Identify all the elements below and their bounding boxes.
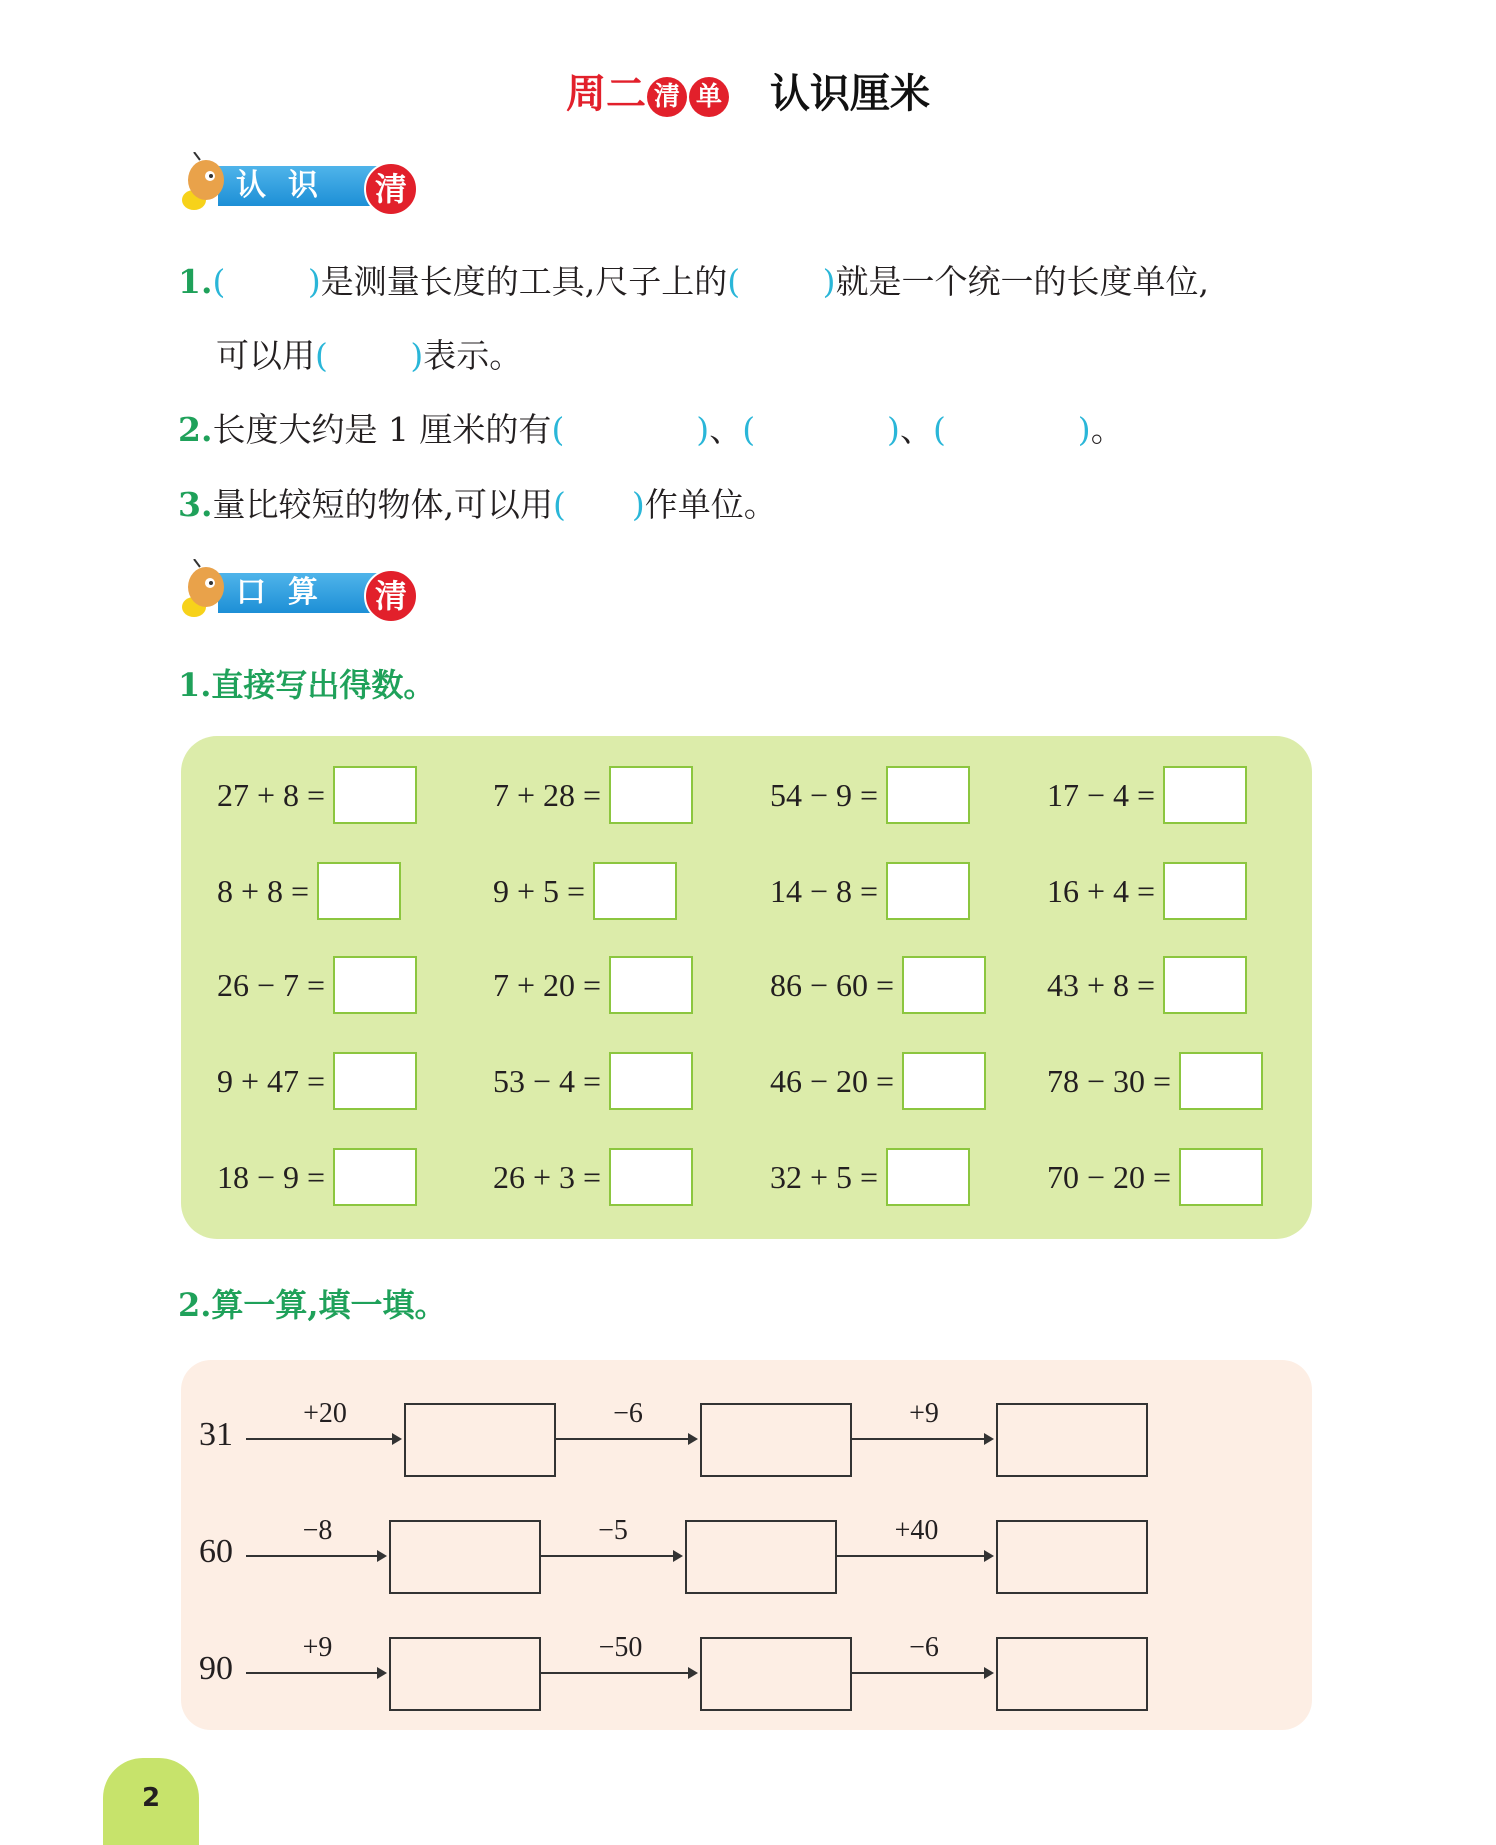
- answer-box[interactable]: [609, 1052, 693, 1110]
- operation-label: −6: [613, 1398, 643, 1429]
- answer-box[interactable]: [333, 1148, 417, 1206]
- equation: [493, 862, 677, 920]
- answer-box[interactable]: [996, 1637, 1148, 1711]
- question-1-cont: [216, 330, 522, 377]
- q-text: 作单位。: [644, 485, 777, 524]
- q-number: 1.: [178, 262, 213, 301]
- start-number: 60: [199, 1533, 233, 1570]
- equation-text: 54 − 9 =: [770, 776, 879, 813]
- answer-box[interactable]: [685, 1520, 837, 1594]
- answer-box[interactable]: [1163, 862, 1247, 920]
- question-2: [178, 404, 1124, 451]
- start-number: 31: [199, 1416, 233, 1453]
- arrow-icon: [246, 1438, 400, 1440]
- equation-text: 27 + 8 =: [217, 776, 326, 813]
- blank[interactable]: ( ): [551, 410, 710, 449]
- equation-text: 18 − 9 =: [217, 1158, 326, 1195]
- equation: [1047, 862, 1247, 920]
- answer-box[interactable]: [902, 1052, 986, 1110]
- section-header-mental-math: [178, 555, 415, 625]
- task-1-heading: [178, 660, 435, 706]
- title-badge-dan: 单: [689, 77, 729, 117]
- answer-box[interactable]: [609, 956, 693, 1014]
- q-text: 量比较短的物体,可以用: [212, 485, 553, 524]
- equation: [217, 1148, 417, 1206]
- answer-box[interactable]: [1179, 1148, 1263, 1206]
- bee-mascot-icon: [180, 559, 226, 621]
- equation: [770, 1052, 986, 1110]
- equation-text: 7 + 20 =: [493, 966, 602, 1003]
- task-label: 算一算,填一填。: [211, 1286, 447, 1324]
- blank[interactable]: ( ): [212, 262, 321, 301]
- arrow-icon: [246, 1672, 385, 1674]
- q-text: 可以用: [216, 336, 315, 375]
- q-text: 就是一个统一的长度单位,: [835, 262, 1209, 301]
- page-title: [0, 62, 1496, 119]
- arrow-icon: [556, 1438, 696, 1440]
- start-number: 90: [199, 1650, 233, 1687]
- equation: [1047, 1052, 1263, 1110]
- arrow-icon: [541, 1672, 696, 1674]
- answer-box[interactable]: [333, 1052, 417, 1110]
- arrow-icon: [852, 1438, 992, 1440]
- page-number: 2: [103, 1758, 199, 1845]
- equation: [217, 1052, 417, 1110]
- title-badge-qing: 清: [647, 77, 687, 117]
- question-1: [178, 256, 1209, 303]
- arrow-icon: [837, 1555, 992, 1557]
- separator: 、: [899, 410, 933, 449]
- equation-text: 53 − 4 =: [493, 1062, 602, 1099]
- arrow-icon: [246, 1555, 385, 1557]
- question-3: [178, 479, 777, 526]
- blank[interactable]: ( ): [742, 410, 900, 449]
- answer-box[interactable]: [886, 766, 970, 824]
- equation: [217, 862, 401, 920]
- blank[interactable]: ( ): [727, 262, 836, 301]
- equation-text: 16 + 4 =: [1047, 872, 1156, 909]
- equation: [1047, 766, 1247, 824]
- equation: [1047, 956, 1247, 1014]
- operation-label: +20: [303, 1398, 347, 1429]
- arrow-icon: [852, 1672, 992, 1674]
- answer-box[interactable]: [886, 1148, 970, 1206]
- q-text: 表示。: [423, 336, 523, 375]
- operation-label: −8: [302, 1515, 333, 1546]
- task-number: 1.: [178, 666, 212, 704]
- answer-box[interactable]: [1163, 766, 1247, 824]
- equation-text: 7 + 28 =: [493, 776, 602, 813]
- operation-label: −5: [598, 1515, 628, 1546]
- answer-box[interactable]: [700, 1637, 852, 1711]
- answer-box[interactable]: [700, 1403, 852, 1477]
- blank[interactable]: ( ): [932, 410, 1091, 449]
- equation-text: 86 − 60 =: [770, 966, 895, 1003]
- equation-text: 70 − 20 =: [1047, 1158, 1172, 1195]
- operation-label: +9: [909, 1398, 939, 1429]
- answer-box[interactable]: [333, 766, 417, 824]
- operation-label: +9: [302, 1632, 333, 1663]
- q-text: 是测量长度的工具,尺子上的: [320, 262, 728, 301]
- equation-text: 78 − 30 =: [1047, 1062, 1172, 1099]
- equation-text: 8 + 8 =: [217, 872, 310, 909]
- title-day: 周二: [566, 70, 646, 117]
- blank[interactable]: ( ): [552, 485, 645, 524]
- equation: [217, 766, 417, 824]
- qing-badge: 清: [364, 569, 418, 623]
- section-header-recognize: [178, 148, 415, 218]
- answer-box[interactable]: [609, 1148, 693, 1206]
- equation: [493, 766, 693, 824]
- arrow-icon: [541, 1555, 681, 1557]
- section-label: 认识: [218, 166, 396, 206]
- blank[interactable]: ( ): [315, 336, 424, 375]
- equation: [770, 766, 970, 824]
- equation-text: 26 + 3 =: [493, 1158, 602, 1195]
- answer-box[interactable]: [333, 956, 417, 1014]
- answer-box[interactable]: [404, 1403, 556, 1477]
- section-label: 口算: [218, 573, 396, 613]
- answer-box[interactable]: [389, 1637, 541, 1711]
- answer-box[interactable]: [996, 1520, 1148, 1594]
- answer-box[interactable]: [886, 862, 970, 920]
- equation: [1047, 1148, 1263, 1206]
- equation-text: 46 − 20 =: [770, 1062, 895, 1099]
- q-number: 2.: [178, 410, 213, 449]
- equation: [770, 956, 986, 1014]
- equation-text: 43 + 8 =: [1047, 966, 1156, 1003]
- separator: 、: [709, 410, 743, 449]
- equation: [770, 862, 970, 920]
- equation-text: 32 + 5 =: [770, 1158, 879, 1195]
- answer-box[interactable]: [609, 766, 693, 824]
- answer-box[interactable]: [902, 956, 986, 1014]
- equation: [217, 956, 417, 1014]
- equation: [493, 1052, 693, 1110]
- answer-box[interactable]: [317, 862, 401, 920]
- qing-badge: 清: [364, 162, 418, 216]
- equation: [493, 1148, 693, 1206]
- operation-label: −50: [598, 1632, 643, 1663]
- q-text: 长度大约是 1 厘米的有: [212, 410, 552, 449]
- equation: [493, 956, 693, 1014]
- task-number: 2.: [178, 1286, 212, 1324]
- answer-box[interactable]: [389, 1520, 541, 1594]
- task-label: 直接写出得数。: [211, 666, 436, 704]
- equation-text: 14 − 8 =: [770, 872, 879, 909]
- equation-text: 9 + 5 =: [493, 872, 586, 909]
- equation: [770, 1148, 970, 1206]
- answer-box[interactable]: [1179, 1052, 1263, 1110]
- operation-label: −6: [909, 1632, 939, 1663]
- operation-label: +40: [894, 1515, 939, 1546]
- equation-text: 26 − 7 =: [217, 966, 326, 1003]
- answer-box[interactable]: [1163, 956, 1247, 1014]
- equation-text: 9 + 47 =: [217, 1062, 326, 1099]
- bee-mascot-icon: [180, 152, 226, 214]
- q-number: 3.: [178, 485, 213, 524]
- answer-box[interactable]: [996, 1403, 1148, 1477]
- q-text: 。: [1090, 410, 1124, 449]
- title-topic: 认识厘米: [770, 70, 930, 117]
- task-2-heading: [178, 1280, 447, 1326]
- answer-box[interactable]: [593, 862, 677, 920]
- equation-text: 17 − 4 =: [1047, 776, 1156, 813]
